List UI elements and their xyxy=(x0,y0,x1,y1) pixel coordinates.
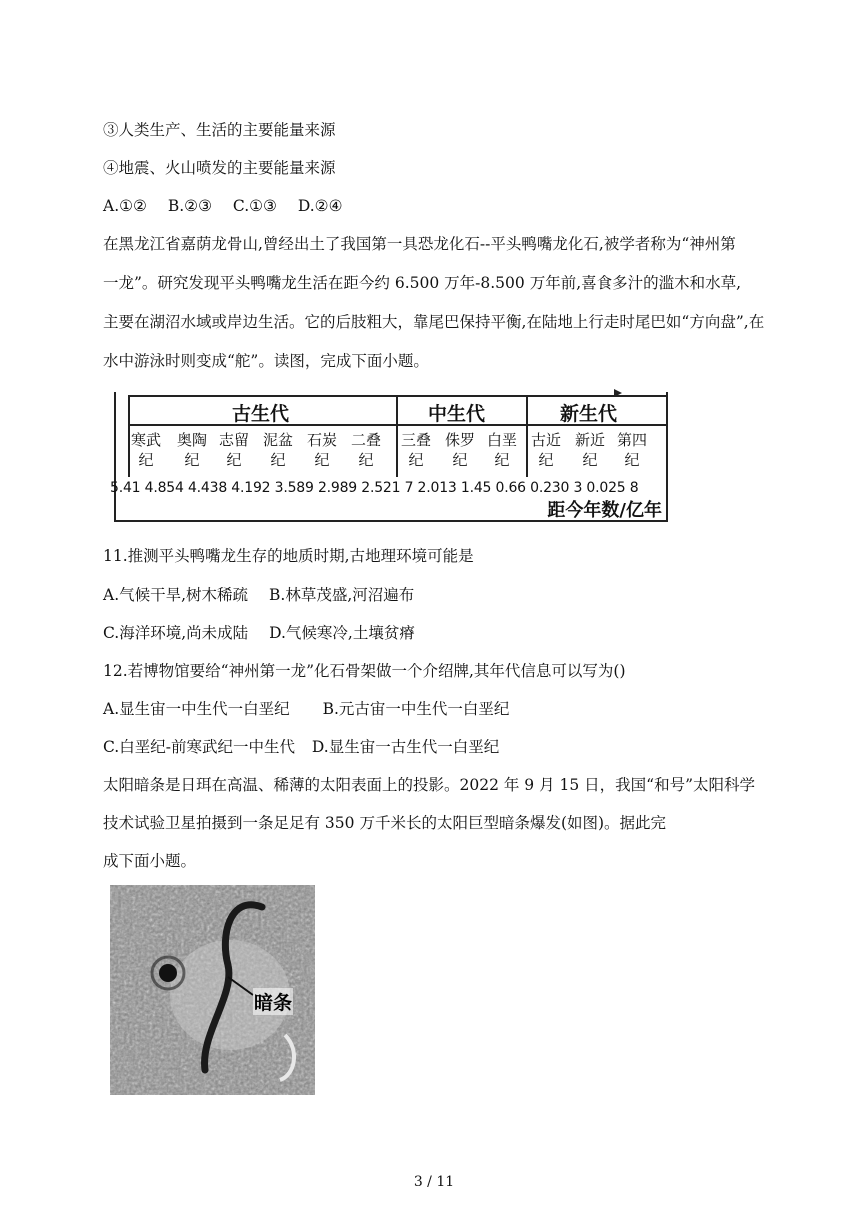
period-suffix: 纪 xyxy=(270,451,286,469)
time-boundary-numbers: 5.41 4.854 4.438 4.192 3.589 2.989 2.521 7 2.013 1.45 0.66 0.230 3 0.025 8 xyxy=(110,480,639,496)
period-cell xyxy=(570,430,610,470)
timeline-axis xyxy=(128,395,668,397)
q12-options-row2 xyxy=(103,737,499,757)
period-suffix: 纪 xyxy=(494,451,510,469)
q11-options-row2 xyxy=(103,623,415,643)
period-name: 泥盆 xyxy=(262,431,293,449)
period-cell xyxy=(346,430,386,470)
period-name: 奥陶 xyxy=(176,431,207,449)
q12-option-d: D.显生宙一古生代一白垩纪 xyxy=(311,738,500,756)
era-cenozoic: 新生代 xyxy=(560,403,618,425)
axis-label: 距今年数/亿年 xyxy=(547,500,662,521)
period-name: 侏罗 xyxy=(444,431,475,449)
filament-label: 暗条 xyxy=(253,988,293,1015)
passage1-line-4: 水中游泳时则变成“舵”。读图，完成下面小题。 xyxy=(103,352,429,370)
period-name: 新近 xyxy=(574,431,605,449)
period-suffix: 纪 xyxy=(452,451,468,469)
period-suffix: 纪 xyxy=(624,451,640,469)
q12-option-c: C.白垩纪-前寒武纪一中生代 xyxy=(103,738,295,756)
q10-option-d: D.②④ xyxy=(297,197,343,215)
period-cell xyxy=(482,430,522,470)
page-number: 3 / 11 xyxy=(413,1174,455,1190)
passage2-line-1: 太阳暗条是日珥在高温、稀薄的太阳表面上的投影。2022 年 9 月 15 日，我国“和号”太阳科学 xyxy=(103,776,756,794)
q10-option-a: A.①② xyxy=(103,197,147,215)
geologic-time-table xyxy=(110,392,668,522)
period-name: 白垩 xyxy=(486,431,517,449)
period-cell xyxy=(214,430,254,470)
period-suffix: 纪 xyxy=(538,451,554,469)
period-suffix: 纪 xyxy=(358,451,374,469)
period-name: 石炭 xyxy=(306,431,337,449)
period-suffix: 纪 xyxy=(184,451,200,469)
era-period-divider xyxy=(128,424,666,426)
q12-option-b: B.元古宙一中生代一白垩纪 xyxy=(322,700,510,718)
period-suffix: 纪 xyxy=(582,451,598,469)
passage1-line-1: 在黑龙江省嘉荫龙骨山,曾经出土了我国第一具恐龙化石--平头鸭嘴龙化石,被学者称为“神州第 xyxy=(103,235,736,253)
period-name: 古近 xyxy=(530,431,561,449)
period-name: 寒武 xyxy=(130,431,161,449)
passage1-line-3: 主要在湖沼水域或岸边生活。它的后肢粗大，靠尾巴保持平衡,在陆地上行走时尾巴如“方向盘”,在 xyxy=(103,313,765,331)
period-name: 第四 xyxy=(616,431,647,449)
axis-arrow-icon xyxy=(614,389,622,397)
passage1-line-2: 一龙”。研究发现平头鸭嘴龙生活在距今约 6.500 万年-8.500 万年前,喜食多汁的滥木和水草, xyxy=(103,274,742,292)
option-line-4: ④地震、火山喷发的主要能量来源 xyxy=(103,159,336,177)
period-cell xyxy=(302,430,342,470)
q10-option-b: B.②③ xyxy=(167,197,212,215)
period-suffix: 纪 xyxy=(314,451,330,469)
era-paleozoic: 古生代 xyxy=(232,403,290,425)
period-name: 二叠 xyxy=(350,431,381,449)
q11-option-c: C.海洋环境,尚未成陆 xyxy=(103,624,249,642)
period-name: 志留 xyxy=(218,431,249,449)
q12-stem: 12.若博物馆要给“神州第一龙”化石骨架做一个介绍牌,其年代信息可以写为() xyxy=(103,662,626,680)
period-cell xyxy=(396,430,436,470)
period-cell xyxy=(526,430,566,470)
passage2-line-2: 技术试验卫星拍摄到一条足足有 350 万千米长的太阳巨型暗条爆发(如图)。据此完 xyxy=(103,814,667,832)
period-name: 三叠 xyxy=(400,431,431,449)
period-suffix: 纪 xyxy=(408,451,424,469)
q11-option-a: A.气候干旱,树木稀疏 xyxy=(103,586,249,604)
period-cell xyxy=(172,430,212,470)
period-cell xyxy=(612,430,652,470)
era-mesozoic: 中生代 xyxy=(428,403,486,425)
period-cell xyxy=(258,430,298,470)
option-line-3: ③人类生产、生活的主要能量来源 xyxy=(103,121,336,139)
q12-option-a: A.显生宙一中生代一白垩纪 xyxy=(103,700,290,718)
q11-option-d: D.气候寒冷,土壤贫瘠 xyxy=(269,624,415,642)
period-cell xyxy=(126,430,166,470)
q10-options xyxy=(103,196,342,216)
period-suffix: 纪 xyxy=(138,451,154,469)
q12-options-row1 xyxy=(103,699,509,719)
period-cell xyxy=(440,430,480,470)
passage2-line-3: 成下面小题。 xyxy=(103,852,197,870)
q11-option-b: B.林草茂盛,河沼遍布 xyxy=(269,586,415,604)
q11-options-row1 xyxy=(103,585,414,605)
q10-option-c: C.①③ xyxy=(232,197,277,215)
period-suffix: 纪 xyxy=(226,451,242,469)
q11-stem: 11.推测平头鸭嘴龙生存的地质时期,古地理环境可能是 xyxy=(103,547,474,565)
